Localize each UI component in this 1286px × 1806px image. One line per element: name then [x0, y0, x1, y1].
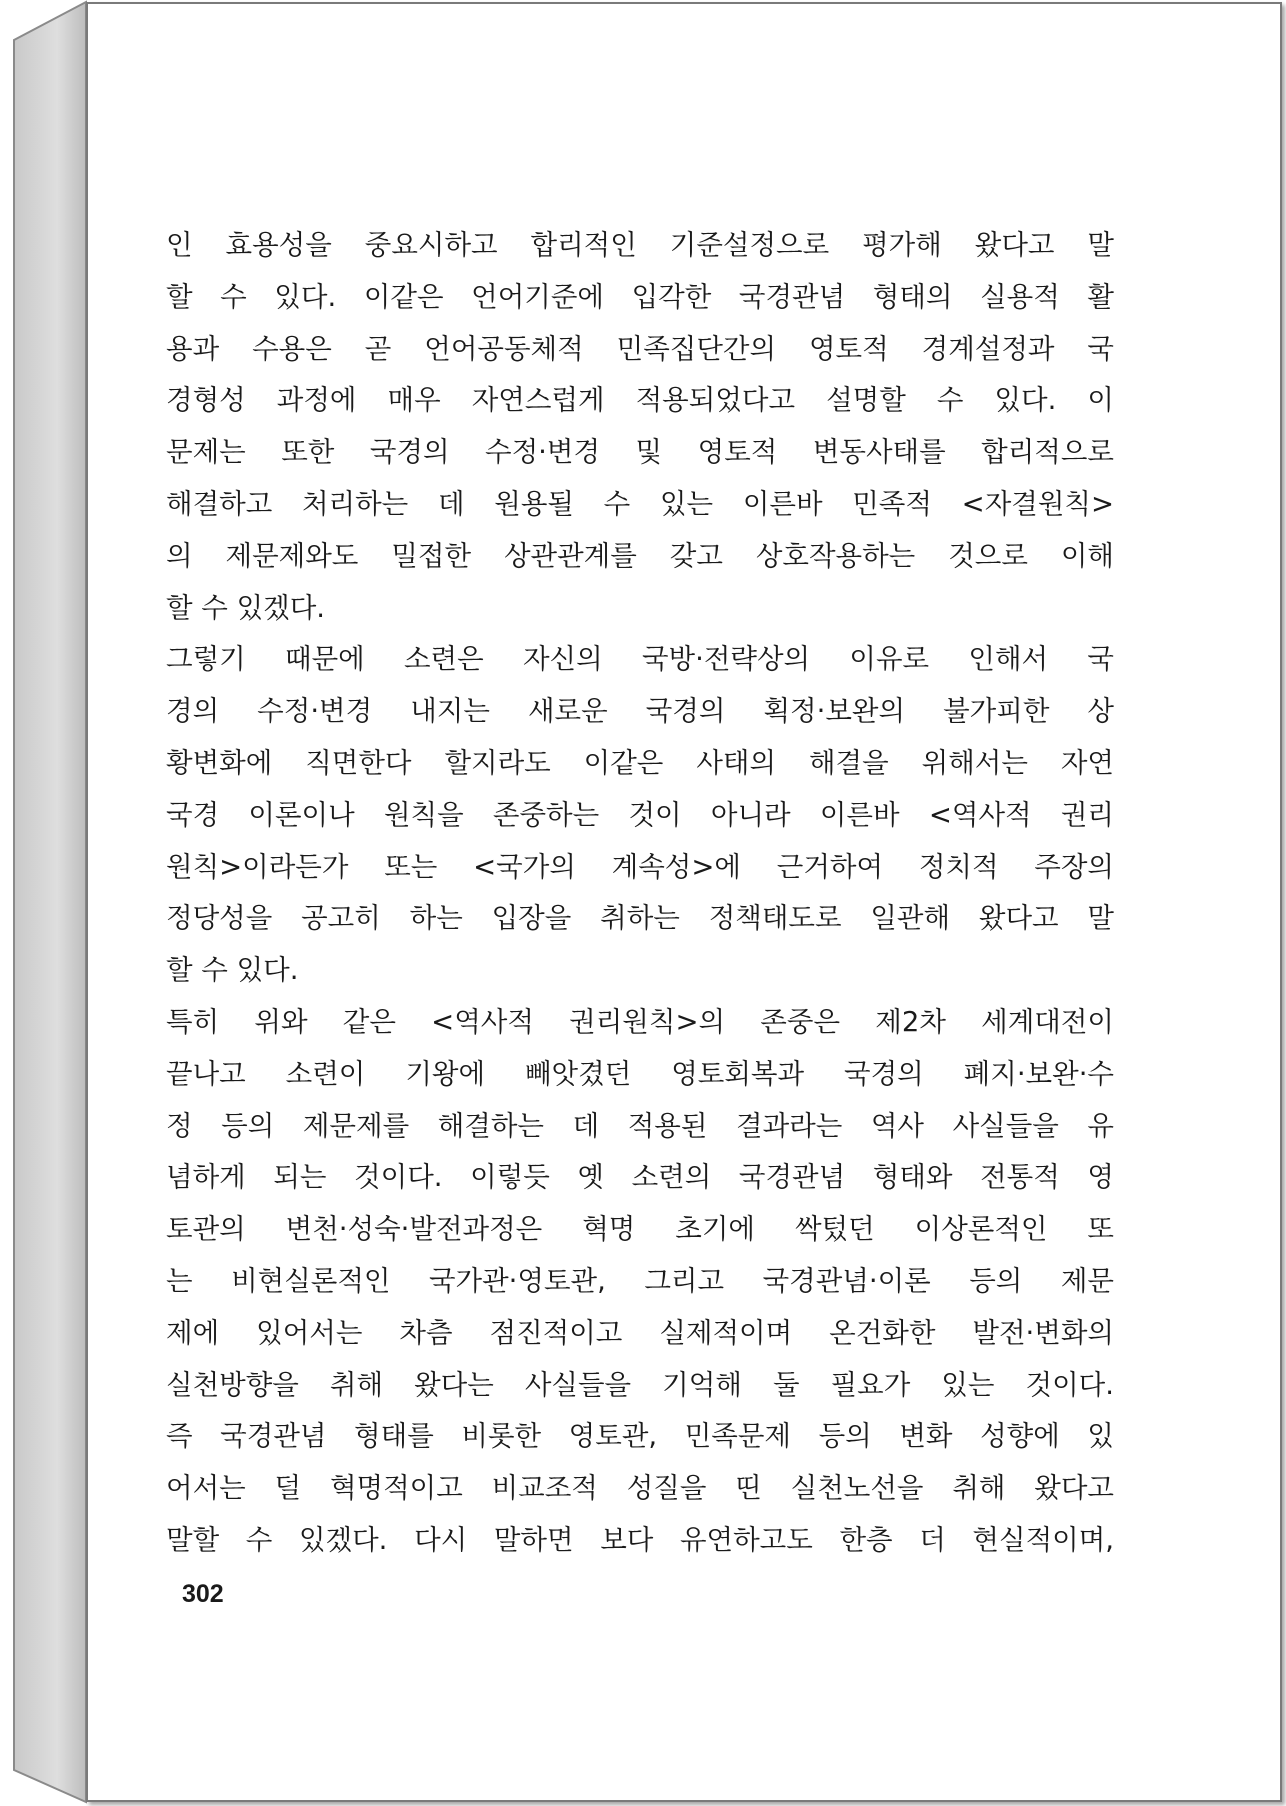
text-line: 해결하고 처리하는 데 원용될 수 있는 이른바 민족적 <자결원칙> [166, 487, 1114, 520]
text-line: 정 등의 제문제를 해결하는 데 적용된 결과라는 역사 사실들을 유 [166, 1109, 1114, 1142]
paragraph-3 [166, 997, 1114, 1567]
text-line: 토관의 변천·성숙·발전과정은 혁명 초기에 싹텄던 이상론적인 또 [166, 1213, 1114, 1246]
text-line: 용과 수용은 곧 언어공동체적 민족집단간의 영토적 경계설정과 국 [166, 332, 1114, 365]
text-line: 경의 수정·변경 내지는 새로운 국경의 획정·보완의 불가피한 상 [166, 695, 1114, 728]
text-line: 제에 있어서는 차츰 점진적이고 실제적이며 온건화한 발전·변화의 [166, 1316, 1114, 1349]
text-line: 의 제문제와도 밀접한 상관관계를 갖고 상호작용하는 것으로 이해 [166, 539, 1114, 572]
text-line: 정당성을 공고히 하는 입장을 취하는 정책태도로 일관해 왔다고 말 [166, 902, 1114, 935]
text-line: 특히 위와 같은 <역사적 권리원칙>의 존중은 제2차 세계대전이 [166, 1005, 1114, 1038]
text-line: 는 비현실론적인 국가관·영토관, 그리고 국경관념·이론 등의 제문 [166, 1264, 1114, 1297]
text-line: 원칙>이라든가 또는 <국가의 계속성>에 근거하여 정치적 주장의 [166, 850, 1114, 883]
text-line: 문제는 또한 국경의 수정·변경 및 영토적 변동사태를 합리적으로 [166, 436, 1114, 469]
book-spine [0, 0, 90, 1806]
text-line: 즉 국경관념 형태를 비롯한 영토관, 민족문제 등의 변화 성향에 있 [166, 1420, 1114, 1453]
text-line: 끝나고 소련이 기왕에 빼앗겼던 영토회복과 국경의 폐지·보완·수 [166, 1057, 1114, 1090]
text-line: 할 수 있다. [166, 954, 299, 987]
body-text [166, 220, 1114, 1567]
text-line: 그렇기 때문에 소련은 자신의 국방·전략상의 이유로 인해서 국 [166, 643, 1114, 676]
text-line: 실천방향을 취해 왔다는 사실들을 기억해 둘 필요가 있는 것이다. [166, 1368, 1114, 1401]
text-line: 어서는 덜 혁명적이고 비교조적 성질을 띤 실천노선을 취해 왔다고 [166, 1472, 1114, 1505]
text-line: 황변화에 직면한다 할지라도 이같은 사태의 해결을 위해서는 자연 [166, 746, 1114, 779]
text-line: 인 효용성을 중요시하고 합리적인 기준설정으로 평가해 왔다고 말 [166, 229, 1114, 261]
text-line: 할 수 있겠다. [166, 591, 326, 624]
text-line: 념하게 되는 것이다. 이렇듯 옛 소련의 국경관념 형태와 전통적 영 [166, 1161, 1114, 1194]
text-line: 할 수 있다. 이같은 언어기준에 입각한 국경관념 형태의 실용적 활 [166, 280, 1114, 313]
text-line: 국경 이론이나 원칙을 존중하는 것이 아니라 이른바 <역사적 권리 [166, 798, 1114, 831]
text-line: 말할 수 있겠다. 다시 말하면 보다 유연하고도 한층 더 현실적이며, [166, 1523, 1114, 1556]
paragraph-1 [166, 220, 1114, 634]
text-line: 경형성 과정에 매우 자연스럽게 적용되었다고 설명할 수 있다. 이 [166, 384, 1114, 417]
paragraph-2 [166, 634, 1114, 997]
page-number: 302 [182, 1580, 224, 1608]
